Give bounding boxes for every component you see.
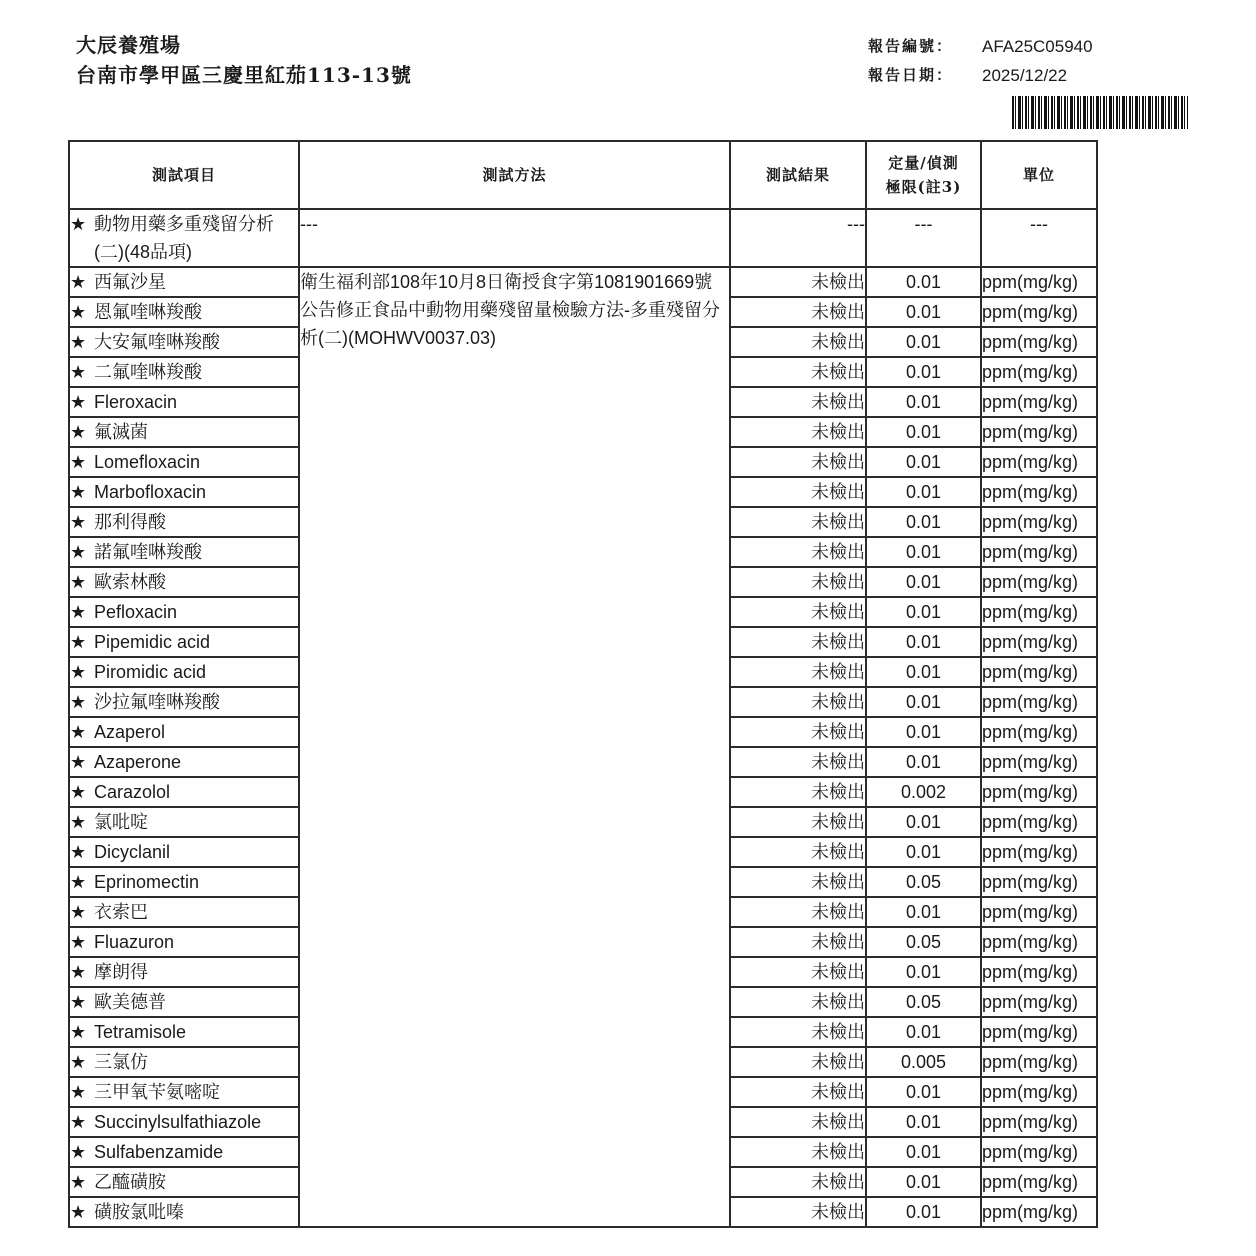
table-row <box>69 267 1097 297</box>
star-icon: ★ <box>70 722 87 742</box>
star-icon: ★ <box>70 214 87 234</box>
unit: ppm(mg/kg) <box>981 387 1097 417</box>
test-result: 未檢出 <box>730 387 866 417</box>
analyte-name: Lomefloxacin <box>94 452 201 472</box>
star-icon: ★ <box>70 662 87 682</box>
test-method-cell: 衛生福利部108年10月8日衛授食字第1081901669號公告修正食品中動物用藥殘留量檢驗方法-多重殘留分析(二)(MOHWV0037.03) <box>299 267 730 1227</box>
column-header-unit: 單位 <box>981 141 1097 209</box>
analyte-name-cell <box>69 1017 299 1047</box>
detection-limit: 0.01 <box>866 717 981 747</box>
star-icon: ★ <box>70 482 87 502</box>
detection-limit: 0.01 <box>866 597 981 627</box>
analyte-name-cell <box>69 537 299 567</box>
detection-limit: 0.01 <box>866 1197 981 1227</box>
test-result: 未檢出 <box>730 507 866 537</box>
analyte-name-cell <box>69 267 299 297</box>
unit: ppm(mg/kg) <box>981 837 1097 867</box>
organization-name: 大辰養殖場 <box>76 33 181 57</box>
column-header-method: 測試方法 <box>299 141 730 209</box>
test-result: 未檢出 <box>730 747 866 777</box>
star-icon: ★ <box>70 422 87 442</box>
star-icon: ★ <box>70 392 87 412</box>
analyte-name: 歐索林酸 <box>94 572 166 592</box>
column-header-lod-line1: 定量/偵測 <box>888 154 959 172</box>
analyte-name-cell <box>69 447 299 477</box>
analyte-name-cell <box>69 747 299 777</box>
test-result: 未檢出 <box>730 267 866 297</box>
detection-limit: 0.01 <box>866 387 981 417</box>
barcode-image <box>1012 96 1188 129</box>
star-icon: ★ <box>70 1112 87 1132</box>
column-header-lod-line2: 極限(註3) <box>885 178 962 196</box>
test-result: 未檢出 <box>730 1197 866 1227</box>
star-icon: ★ <box>70 452 87 472</box>
unit: ppm(mg/kg) <box>981 1077 1097 1107</box>
analyte-name-cell <box>69 837 299 867</box>
analyte-name: 三氯仿 <box>94 1052 148 1072</box>
test-result: 未檢出 <box>730 297 866 327</box>
test-result: 未檢出 <box>730 897 866 927</box>
test-result: 未檢出 <box>730 357 866 387</box>
analyte-name-cell <box>69 417 299 447</box>
analyte-name-cell <box>69 387 299 417</box>
test-result: 未檢出 <box>730 567 866 597</box>
star-icon: ★ <box>70 272 87 292</box>
detection-limit: 0.01 <box>866 957 981 987</box>
star-icon: ★ <box>70 692 87 712</box>
report-date: 2025/12/22 <box>982 66 1068 85</box>
star-icon: ★ <box>70 752 87 772</box>
star-icon: ★ <box>70 1172 87 1192</box>
star-icon: ★ <box>70 932 87 952</box>
report-date-label: 報告日期： <box>868 66 954 84</box>
analyte-name: 歐美德普 <box>94 992 166 1012</box>
test-result: 未檢出 <box>730 537 866 567</box>
analyte-name: Piromidic acid <box>94 662 207 682</box>
unit: ppm(mg/kg) <box>981 597 1097 627</box>
analyte-name: 氯吡啶 <box>94 812 148 832</box>
unit: ppm(mg/kg) <box>981 1137 1097 1167</box>
test-result: 未檢出 <box>730 807 866 837</box>
analyte-name: Fluazuron <box>94 932 175 952</box>
analyte-name: 恩氟喹啉羧酸 <box>94 302 202 322</box>
test-result: 未檢出 <box>730 1017 866 1047</box>
star-icon: ★ <box>70 632 87 652</box>
detection-limit: 0.01 <box>866 567 981 597</box>
test-result: 未檢出 <box>730 1167 866 1197</box>
unit: ppm(mg/kg) <box>981 987 1097 1017</box>
analyte-name: 諾氟喹啉羧酸 <box>94 542 202 562</box>
analyte-name: Marbofloxacin <box>94 482 207 502</box>
test-result: 未檢出 <box>730 447 866 477</box>
analyte-name-cell <box>69 957 299 987</box>
star-icon: ★ <box>70 572 87 592</box>
analyte-name: 磺胺氯吡嗪 <box>94 1202 184 1222</box>
star-icon: ★ <box>70 602 87 622</box>
test-result: 未檢出 <box>730 417 866 447</box>
column-header-item: 測試項目 <box>69 141 299 209</box>
analyte-name-cell <box>69 597 299 627</box>
analyte-name-cell <box>69 327 299 357</box>
analyte-name: 西氟沙星 <box>94 272 166 292</box>
unit: ppm(mg/kg) <box>981 687 1097 717</box>
detection-limit: 0.05 <box>866 927 981 957</box>
organization-block <box>76 30 412 90</box>
analyte-name-cell <box>69 1047 299 1077</box>
unit: ppm(mg/kg) <box>981 927 1097 957</box>
report-meta <box>868 32 1093 90</box>
analyte-name: Dicyclanil <box>94 842 171 862</box>
analyte-name: 氟滅菌 <box>94 422 148 442</box>
analyte-name: Pipemidic acid <box>94 632 211 652</box>
group-row <box>69 209 1097 267</box>
star-icon: ★ <box>70 1022 87 1042</box>
test-result: 未檢出 <box>730 957 866 987</box>
analyte-name: Fleroxacin <box>94 392 178 412</box>
star-icon: ★ <box>70 902 87 922</box>
detection-limit: 0.01 <box>866 297 981 327</box>
group-item-cell <box>69 209 299 267</box>
analyte-name-cell <box>69 657 299 687</box>
unit: ppm(mg/kg) <box>981 267 1097 297</box>
star-icon: ★ <box>70 842 87 862</box>
analyte-name-cell <box>69 507 299 537</box>
analyte-name: 二氟喹啉羧酸 <box>94 362 202 382</box>
test-result: 未檢出 <box>730 837 866 867</box>
analyte-name: 三甲氧苄氨嘧啶 <box>94 1082 220 1102</box>
detection-limit: 0.005 <box>866 1047 981 1077</box>
analyte-name-cell <box>69 807 299 837</box>
analyte-name-cell <box>69 897 299 927</box>
test-result: 未檢出 <box>730 927 866 957</box>
analyte-name-cell <box>69 1137 299 1167</box>
analyte-name-cell <box>69 1077 299 1107</box>
detection-limit: 0.01 <box>866 747 981 777</box>
unit: ppm(mg/kg) <box>981 1107 1097 1137</box>
analyte-name: 大安氟喹啉羧酸 <box>94 332 220 352</box>
unit: ppm(mg/kg) <box>981 867 1097 897</box>
test-result: 未檢出 <box>730 687 866 717</box>
report-number-label: 報告編號： <box>868 37 954 55</box>
analyte-name-cell <box>69 1107 299 1137</box>
group-unit: --- <box>981 209 1097 267</box>
report-date-row <box>868 61 1093 90</box>
star-icon: ★ <box>70 872 87 892</box>
analyte-name-cell <box>69 627 299 657</box>
analyte-name: Sulfabenzamide <box>94 1142 224 1162</box>
analyte-name-cell <box>69 1197 299 1227</box>
table-header-row <box>69 141 1097 209</box>
detection-limit: 0.002 <box>866 777 981 807</box>
detection-limit: 0.01 <box>866 507 981 537</box>
star-icon: ★ <box>70 992 87 1012</box>
analyte-name: Azaperol <box>94 722 166 742</box>
test-result: 未檢出 <box>730 1047 866 1077</box>
unit: ppm(mg/kg) <box>981 897 1097 927</box>
unit: ppm(mg/kg) <box>981 747 1097 777</box>
unit: ppm(mg/kg) <box>981 1167 1097 1197</box>
test-result: 未檢出 <box>730 1137 866 1167</box>
detection-limit: 0.01 <box>866 477 981 507</box>
analyte-name-cell <box>69 777 299 807</box>
unit: ppm(mg/kg) <box>981 477 1097 507</box>
test-result: 未檢出 <box>730 327 866 357</box>
detection-limit: 0.01 <box>866 897 981 927</box>
report-number: AFA25C05940 <box>982 37 1093 56</box>
star-icon: ★ <box>70 1202 87 1222</box>
detection-limit: 0.01 <box>866 807 981 837</box>
analyte-name: Carazolol <box>94 782 171 802</box>
analyte-name-cell <box>69 717 299 747</box>
unit: ppm(mg/kg) <box>981 537 1097 567</box>
test-result: 未檢出 <box>730 867 866 897</box>
star-icon: ★ <box>70 1052 87 1072</box>
analyte-name: Pefloxacin <box>94 602 178 622</box>
star-icon: ★ <box>70 332 87 352</box>
detection-limit: 0.01 <box>866 1137 981 1167</box>
column-header-result: 測試結果 <box>730 141 866 209</box>
unit: ppm(mg/kg) <box>981 297 1097 327</box>
analyte-name: Tetramisole <box>94 1022 187 1042</box>
detection-limit: 0.01 <box>866 267 981 297</box>
unit: ppm(mg/kg) <box>981 1197 1097 1227</box>
analyte-name-cell <box>69 927 299 957</box>
unit: ppm(mg/kg) <box>981 717 1097 747</box>
star-icon: ★ <box>70 962 87 982</box>
analyte-name-cell <box>69 867 299 897</box>
analyte-name-cell <box>69 987 299 1017</box>
analyte-name: 那利得酸 <box>94 512 166 532</box>
analyte-name: 衣索巴 <box>94 902 148 922</box>
analyte-name-cell <box>69 1167 299 1197</box>
detection-limit: 0.01 <box>866 837 981 867</box>
unit: ppm(mg/kg) <box>981 567 1097 597</box>
detection-limit: 0.01 <box>866 357 981 387</box>
detection-limit: 0.01 <box>866 327 981 357</box>
unit: ppm(mg/kg) <box>981 807 1097 837</box>
unit: ppm(mg/kg) <box>981 417 1097 447</box>
group-result: --- <box>730 209 866 267</box>
group-method: --- <box>299 209 730 267</box>
unit: ppm(mg/kg) <box>981 507 1097 537</box>
detection-limit: 0.01 <box>866 687 981 717</box>
unit: ppm(mg/kg) <box>981 1017 1097 1047</box>
star-icon: ★ <box>70 362 87 382</box>
unit: ppm(mg/kg) <box>981 777 1097 807</box>
unit: ppm(mg/kg) <box>981 447 1097 477</box>
unit: ppm(mg/kg) <box>981 327 1097 357</box>
unit: ppm(mg/kg) <box>981 627 1097 657</box>
detection-limit: 0.01 <box>866 627 981 657</box>
unit: ppm(mg/kg) <box>981 1047 1097 1077</box>
detection-limit: 0.05 <box>866 867 981 897</box>
group-name-line2: (二)(48品項) <box>94 242 192 262</box>
analyte-name: Azaperone <box>94 752 182 772</box>
organization-address: 台南市學甲區三慶里紅茄113-13號 <box>76 63 412 87</box>
star-icon: ★ <box>70 1082 87 1102</box>
analyte-name: 乙醯磺胺 <box>94 1172 166 1192</box>
analyte-name-cell <box>69 357 299 387</box>
detection-limit: 0.01 <box>866 447 981 477</box>
group-name-line1: ★ 動物用藥多重殘留分析 <box>70 210 298 238</box>
star-icon: ★ <box>70 782 87 802</box>
unit: ppm(mg/kg) <box>981 357 1097 387</box>
star-icon: ★ <box>70 302 87 322</box>
test-result: 未檢出 <box>730 777 866 807</box>
detection-limit: 0.01 <box>866 417 981 447</box>
detection-limit: 0.01 <box>866 1017 981 1047</box>
test-result: 未檢出 <box>730 477 866 507</box>
detection-limit: 0.01 <box>866 1077 981 1107</box>
test-result: 未檢出 <box>730 657 866 687</box>
analyte-name: 沙拉氟喹啉羧酸 <box>94 692 220 712</box>
report-number-row <box>868 32 1093 61</box>
analyte-name-cell <box>69 687 299 717</box>
detection-limit: 0.01 <box>866 1167 981 1197</box>
group-lod: --- <box>866 209 981 267</box>
analyte-name: Eprinomectin <box>94 872 200 892</box>
test-result: 未檢出 <box>730 597 866 627</box>
detection-limit: 0.05 <box>866 987 981 1017</box>
test-result: 未檢出 <box>730 717 866 747</box>
analyte-name-cell <box>69 567 299 597</box>
results-table <box>68 140 1098 1228</box>
test-result: 未檢出 <box>730 627 866 657</box>
star-icon: ★ <box>70 512 87 532</box>
unit: ppm(mg/kg) <box>981 957 1097 987</box>
test-result: 未檢出 <box>730 1107 866 1137</box>
star-icon: ★ <box>70 1142 87 1162</box>
test-result: 未檢出 <box>730 987 866 1017</box>
detection-limit: 0.01 <box>866 537 981 567</box>
star-icon: ★ <box>70 542 87 562</box>
test-result: 未檢出 <box>730 1077 866 1107</box>
analyte-name-cell <box>69 297 299 327</box>
star-icon: ★ <box>70 812 87 832</box>
unit: ppm(mg/kg) <box>981 657 1097 687</box>
analyte-name-cell <box>69 477 299 507</box>
detection-limit: 0.01 <box>866 1107 981 1137</box>
column-header-lod <box>866 141 981 209</box>
analyte-name: Succinylsulfathiazole <box>94 1112 262 1132</box>
detection-limit: 0.01 <box>866 657 981 687</box>
analyte-name: 摩朗得 <box>94 962 148 982</box>
